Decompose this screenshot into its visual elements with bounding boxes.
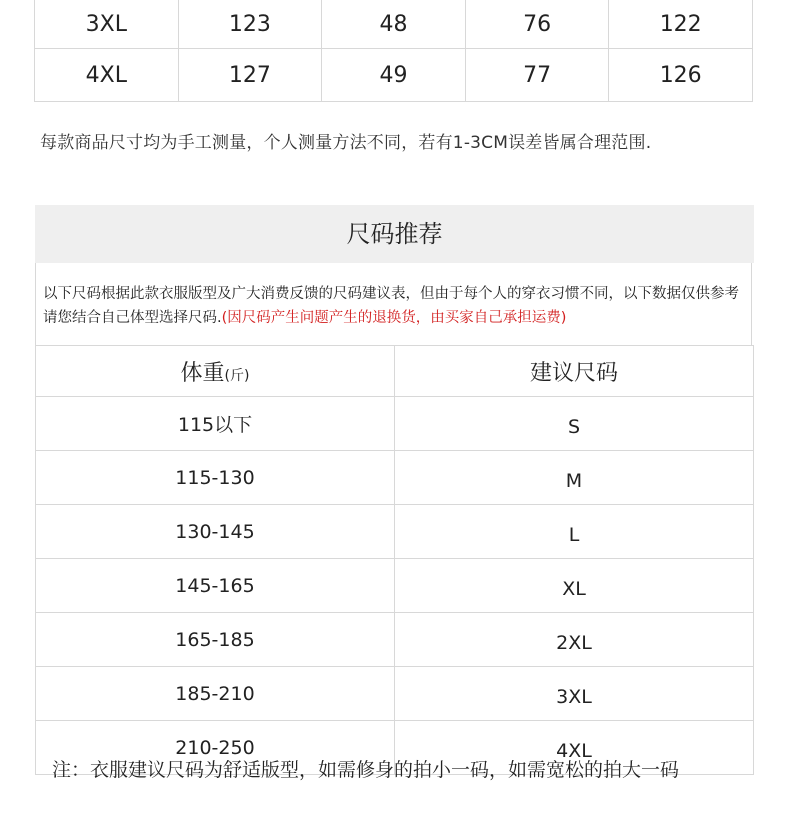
measurement-cell: 123 (178, 0, 322, 49)
recommendation-row (36, 505, 754, 559)
weight-range-cell: 115以下 (36, 397, 395, 451)
recommendation-title: 尺码推荐 (35, 205, 754, 263)
measurement-cell: 77 (465, 49, 609, 102)
measurement-note: 每款商品尺寸均为手工测量，个人测量方法不同，若有1-3CM误差皆属合理范围. (40, 133, 652, 153)
description-text: 以下尺码根据此款衣服版型及广大消费反馈的尺码建议表，但由于每个人的穿衣习惯不同，以下数据仅供参考请您结合自己体型选择尺码. (43, 286, 739, 326)
weight-range-cell: 165-185 (36, 613, 395, 667)
recommended-size-cell: 3XL (395, 667, 754, 721)
measurement-cell: 127 (178, 49, 322, 102)
recommendation-table-body (36, 397, 754, 775)
return-warning: (因尺码产生问题产生的退换货，由买家自己承担运费) (221, 310, 567, 326)
size-table (34, 0, 753, 102)
size-table-row (35, 0, 753, 49)
measurement-cell: 49 (322, 49, 466, 102)
recommendation-row (36, 667, 754, 721)
recommended-size-cell: L (395, 505, 754, 559)
footer-note: 注：衣服建议尺码为舒适版型，如需修身的拍小一码，如需宽松的拍大一码 (52, 759, 680, 781)
size-label-cell: 3XL (35, 0, 179, 49)
recommended-size-cell: XL (395, 559, 754, 613)
recommendation-header-row (36, 346, 754, 397)
recommendation-description (35, 263, 752, 345)
measurement-cell: 76 (465, 0, 609, 49)
recommended-size-cell: 2XL (395, 613, 754, 667)
weight-range-cell: 130-145 (36, 505, 395, 559)
recommendation-row (36, 397, 754, 451)
measurement-cell: 126 (609, 49, 753, 102)
weight-range-cell: 185-210 (36, 667, 395, 721)
measurement-cell: 48 (322, 0, 466, 49)
size-column-header: 建议尺码 (395, 346, 754, 397)
weight-column-header (36, 346, 395, 397)
measurement-cell: 122 (609, 0, 753, 49)
weight-unit-label: (斤) (224, 367, 250, 384)
weight-range-cell: 145-165 (36, 559, 395, 613)
recommendation-table (35, 345, 754, 775)
recommendation-row (36, 613, 754, 667)
recommendation-row (36, 559, 754, 613)
size-label-cell: 4XL (35, 49, 179, 102)
recommended-size-cell: 4XL (395, 721, 754, 775)
weight-range-cell: 115-130 (36, 451, 395, 505)
size-table-row (35, 49, 753, 102)
recommended-size-cell: M (395, 451, 754, 505)
recommended-size-cell: S (395, 397, 754, 451)
size-table-body (35, 0, 753, 102)
weight-range-cell: 210-250 (36, 721, 395, 775)
recommendation-row (36, 451, 754, 505)
weight-header-label: 体重 (180, 360, 225, 386)
